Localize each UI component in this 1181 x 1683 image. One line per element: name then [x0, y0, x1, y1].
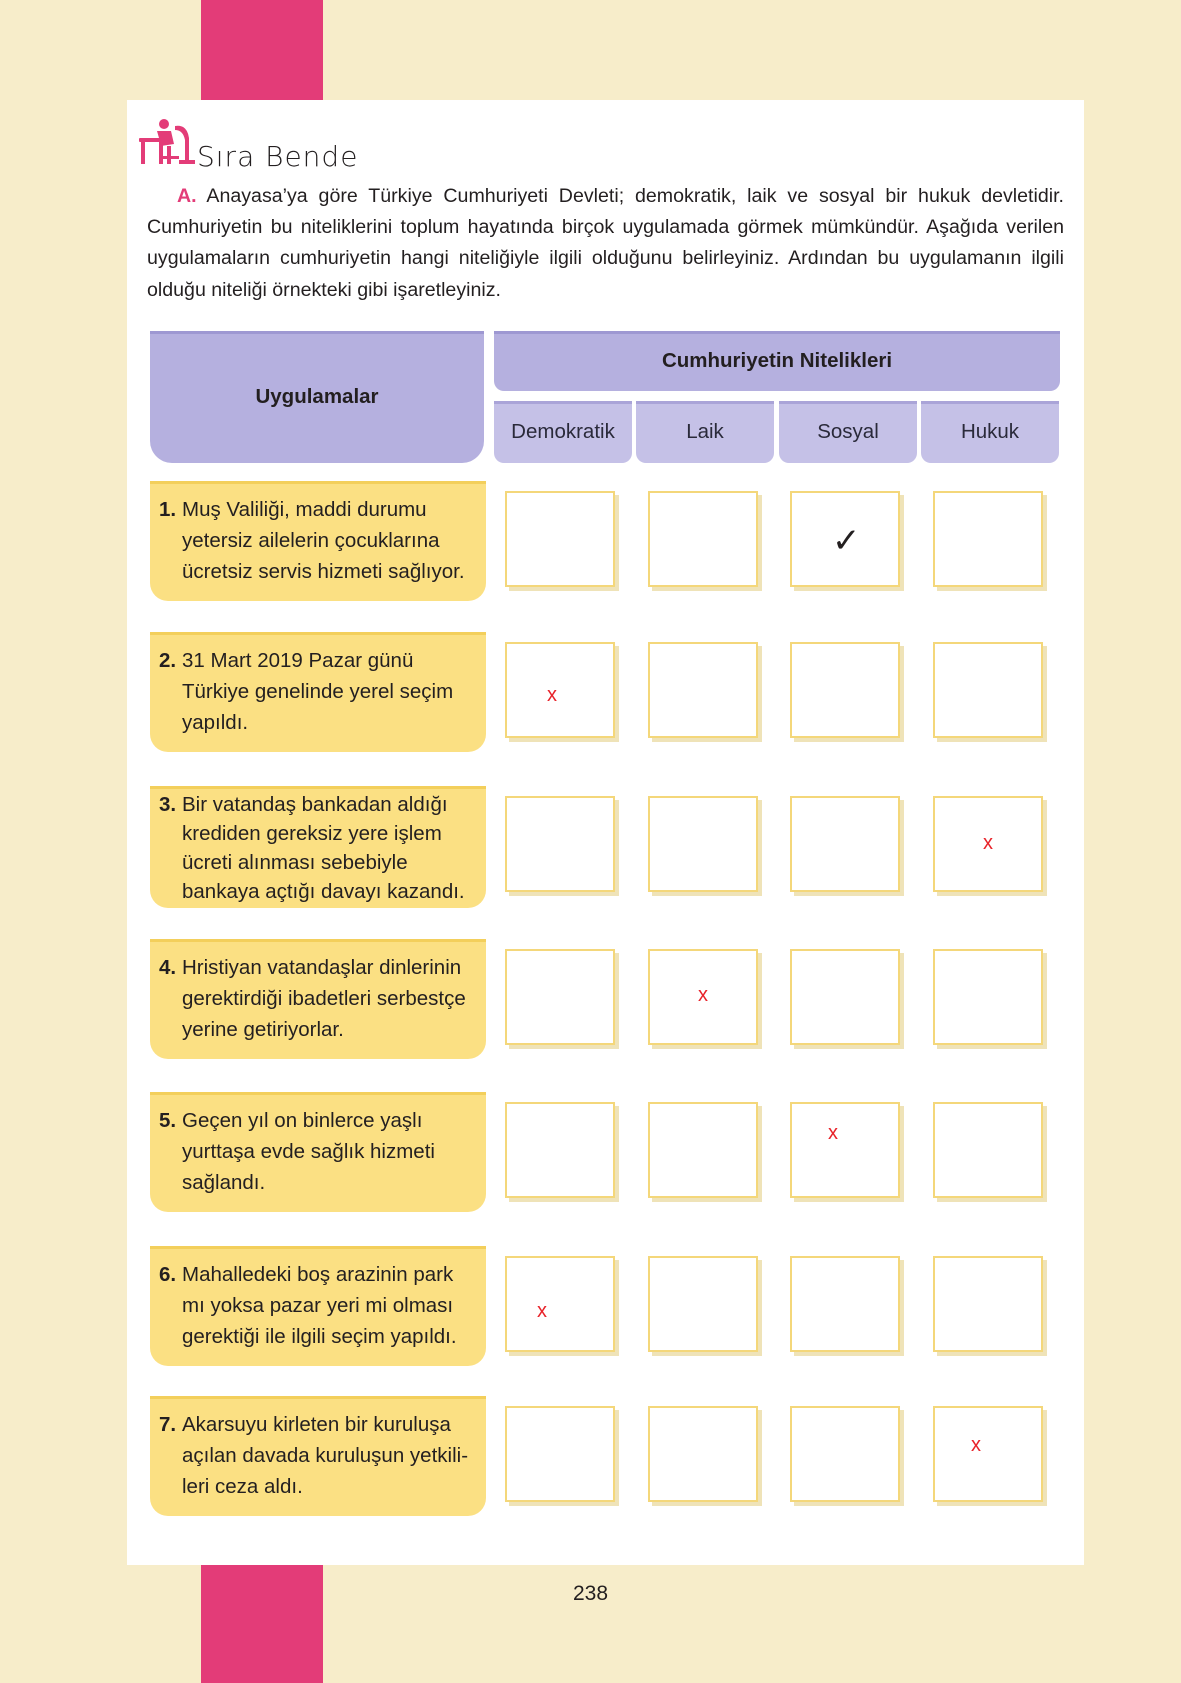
row-text-line: ücreti alınması sebebiyle — [182, 851, 408, 874]
row-text-line: 31 Mart 2019 Pazar günü — [182, 649, 414, 672]
answer-box-demokratik[interactable] — [505, 796, 615, 892]
row-text-line: sağlandı. — [182, 1171, 266, 1194]
row-number: 7. — [159, 1413, 177, 1436]
row-text-line: Türkiye genelinde yerel seçim — [182, 680, 454, 703]
answer-box-hukuk[interactable] — [933, 796, 1043, 892]
row-number: 3. — [159, 793, 177, 816]
header-hukuk: Hukuk — [921, 401, 1059, 463]
answer-box-sosyal[interactable] — [790, 949, 900, 1045]
answer-box-sosyal[interactable] — [790, 491, 900, 587]
row-label-2 — [150, 632, 486, 752]
row-text-line: leri ceza aldı. — [182, 1475, 303, 1498]
row-text-line: Mahalledeki boş arazinin park — [182, 1263, 454, 1286]
row-number: 2. — [159, 649, 177, 672]
answer-box-sosyal[interactable] — [790, 1406, 900, 1502]
x-mark: x — [971, 1434, 981, 1456]
answer-box-hukuk[interactable] — [933, 642, 1043, 738]
section-title: Sıra Bende — [197, 140, 359, 173]
x-mark: x — [983, 832, 993, 854]
row-label-3 — [150, 786, 486, 908]
row-text-line: ücretsiz servis hizmeti sağlıyor. — [182, 560, 465, 583]
answer-box-laik[interactable] — [648, 949, 758, 1045]
row-text-line: yerine getiriyorlar. — [182, 1018, 344, 1041]
row-text-line: Bir vatandaş bankadan aldığı — [182, 793, 448, 816]
answer-box-sosyal[interactable] — [790, 642, 900, 738]
row-text — [182, 645, 478, 738]
header-demokratik: Demokratik — [494, 401, 632, 463]
answer-box-hukuk[interactable] — [933, 491, 1043, 587]
answer-box-laik[interactable] — [648, 1406, 758, 1502]
answer-box-laik[interactable] — [648, 642, 758, 738]
x-mark: x — [537, 1300, 547, 1322]
row-text-line: yurttaşa evde sağlık hizmeti — [182, 1140, 435, 1163]
answer-box-sosyal[interactable] — [790, 796, 900, 892]
row-text-line: Akarsuyu kirleten bir kuruluşa — [182, 1413, 451, 1436]
row-text — [182, 494, 478, 587]
question-label: A. — [177, 185, 197, 207]
answer-box-sosyal[interactable] — [790, 1256, 900, 1352]
row-text-line: Geçen yıl on binlerce yaşlı — [182, 1109, 423, 1132]
row-text — [182, 1105, 478, 1198]
intro-text: Anayasa’ya göre Türkiye Cumhuriyeti Devleti; demokratik, laik ve sosyal bir hukuk devletidir. Cumhuriyetin bu niteliklerini toplum hayatında birçok uygulamada görmek mümkündür. Aşağıda verilen uygulamaların cumhuriyetin hangi niteliğiyle ilgili olduğunu belirleyiniz. Ardından bu uygulamanın ilgili olduğu niteliği örnekteki gibi işaretleyiniz. — [147, 185, 1064, 301]
answer-box-hukuk[interactable] — [933, 1406, 1043, 1502]
answer-box-laik[interactable] — [648, 1102, 758, 1198]
page-number: 238 — [572, 1582, 609, 1605]
answer-box-demokratik[interactable] — [505, 642, 615, 738]
x-mark: x — [698, 984, 708, 1006]
header-laik: Laik — [636, 401, 774, 463]
answer-box-laik[interactable] — [648, 491, 758, 587]
row-number: 4. — [159, 956, 177, 979]
student-desk-icon — [137, 116, 199, 170]
answer-box-demokratik[interactable] — [505, 1256, 615, 1352]
row-text — [182, 1259, 478, 1352]
header-uygulamalar: Uygulamalar — [150, 331, 484, 463]
row-text-line: mı yoksa pazar yeri mi olması — [182, 1294, 454, 1317]
row-label-4 — [150, 939, 486, 1059]
answer-box-sosyal[interactable] — [790, 1102, 900, 1198]
row-text — [182, 790, 478, 906]
answer-box-hukuk[interactable] — [933, 1256, 1043, 1352]
row-text-line: bankaya açtığı davayı kazandı. — [182, 880, 465, 903]
row-text-line: yapıldı. — [182, 711, 249, 734]
intro-paragraph — [147, 181, 1064, 306]
x-mark: x — [828, 1122, 838, 1144]
row-text — [182, 952, 478, 1045]
header-sosyal: Sosyal — [779, 401, 917, 463]
row-label-5 — [150, 1092, 486, 1212]
row-text-line: gerektiği ile ilgili seçim yapıldı. — [182, 1325, 457, 1348]
answer-box-laik[interactable] — [648, 796, 758, 892]
row-text-line: açılan davada kuruluşun yetkili- — [182, 1444, 469, 1467]
row-text-line: krediden gereksiz yere işlem — [182, 822, 442, 845]
row-label-1 — [150, 481, 486, 601]
answer-box-demokratik[interactable] — [505, 491, 615, 587]
row-text — [182, 1409, 478, 1502]
row-label-7 — [150, 1396, 486, 1516]
answer-box-hukuk[interactable] — [933, 949, 1043, 1045]
row-label-6 — [150, 1246, 486, 1366]
header-cumhuriyetin-nitelikleri: Cumhuriyetin Nitelikleri — [494, 331, 1060, 391]
row-number: 5. — [159, 1109, 177, 1132]
answer-box-demokratik[interactable] — [505, 949, 615, 1045]
check-mark-icon: ✓ — [832, 521, 861, 561]
row-text-line: gerektirdiği ibadetleri serbestçe — [182, 987, 466, 1010]
answer-box-demokratik[interactable] — [505, 1102, 615, 1198]
answer-box-laik[interactable] — [648, 1256, 758, 1352]
row-text-line: Hristiyan vatandaşlar dinlerinin — [182, 956, 462, 979]
x-mark: x — [547, 684, 557, 706]
answer-box-demokratik[interactable] — [505, 1406, 615, 1502]
row-number: 1. — [159, 498, 177, 521]
page-tab-top — [201, 0, 323, 101]
row-text-line: yetersiz ailelerin çocuklarına — [182, 529, 440, 552]
answer-box-hukuk[interactable] — [933, 1102, 1043, 1198]
row-number: 6. — [159, 1263, 177, 1286]
row-text-line: Muş Valiliği, maddi durumu — [182, 498, 427, 521]
